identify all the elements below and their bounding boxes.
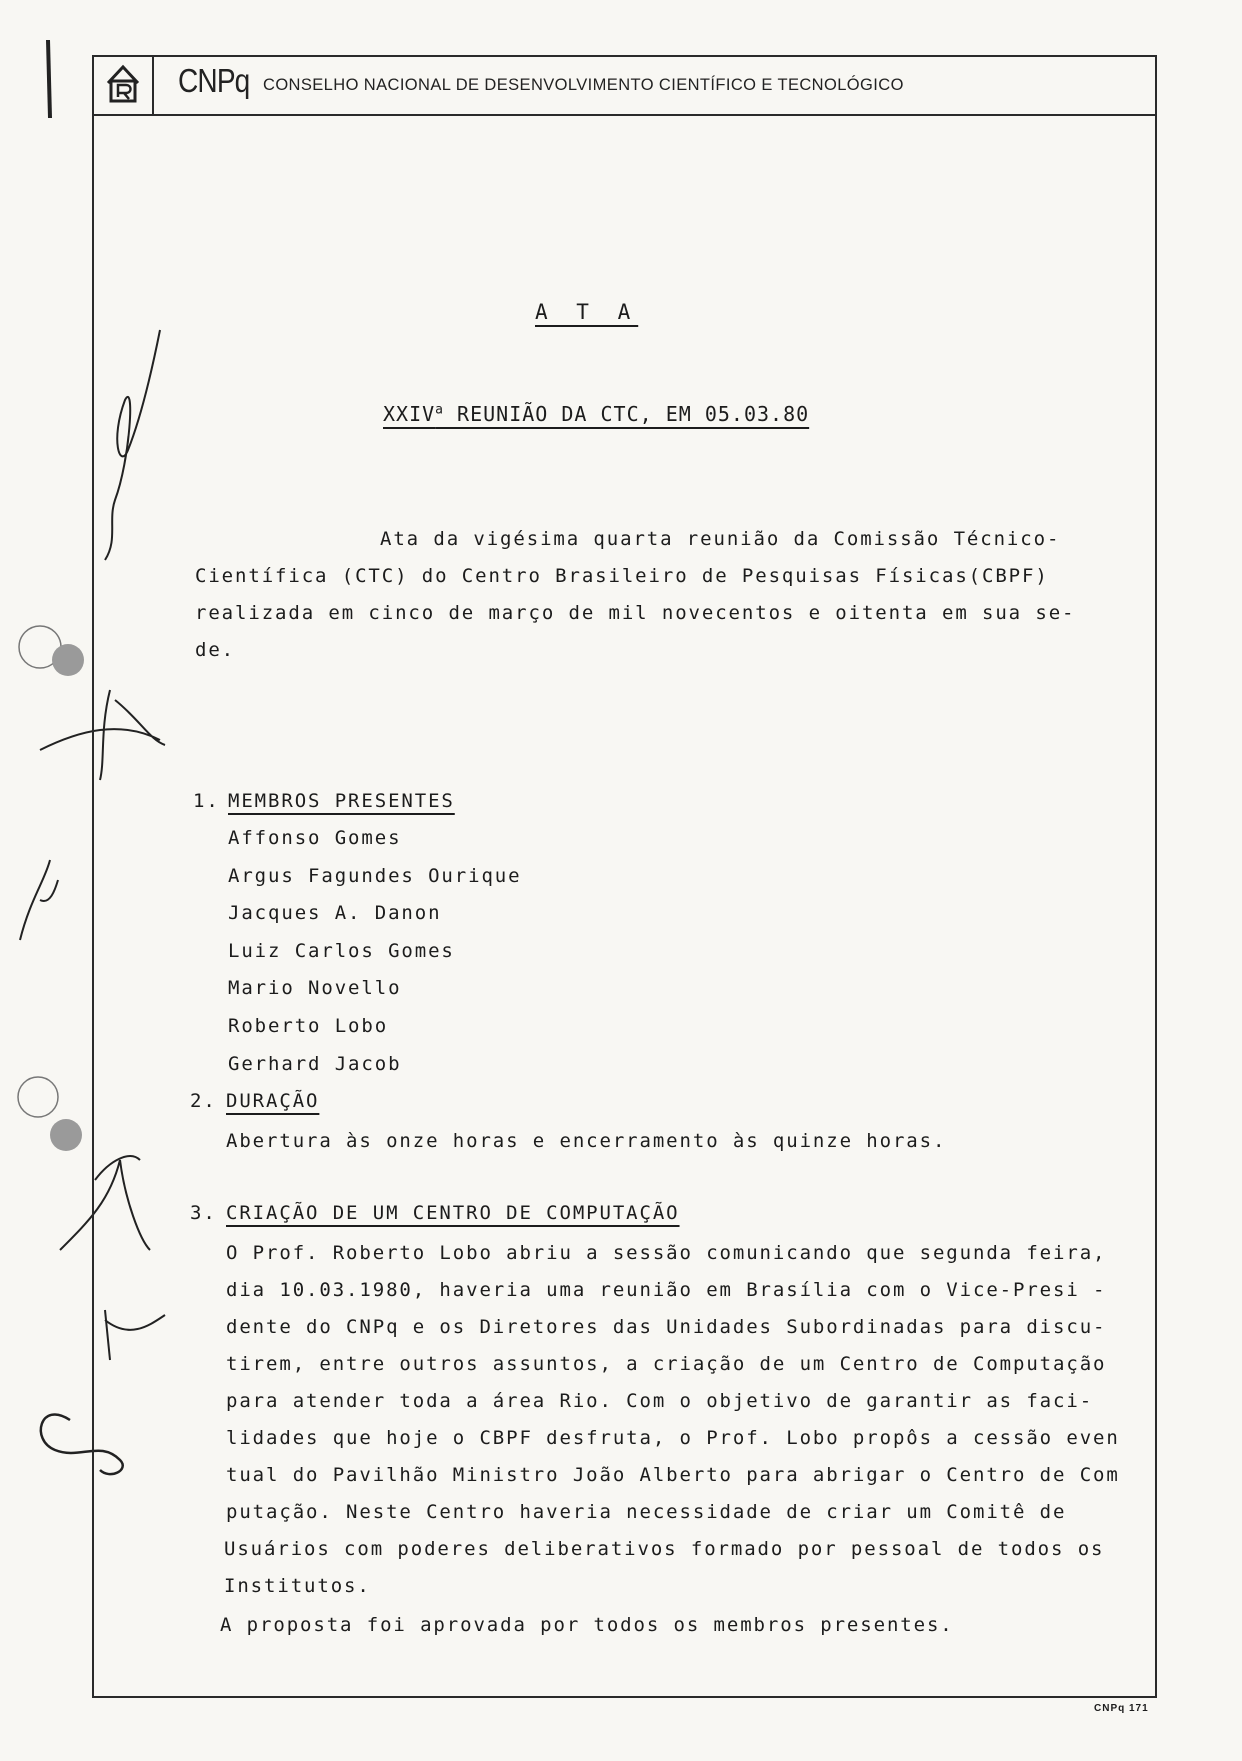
margin-stroke (48, 40, 50, 118)
paragraph-line: para atender toda a área Rio. Com o objetivo de garantir as faci- (226, 1390, 1094, 1412)
subtitle-rest: REUNIÃO DA CTC, EM 05.03.80 (444, 402, 810, 426)
intro-line: Científica (CTC) do Centro Brasileiro de Pesquisas Físicas(CBPF) (195, 565, 1049, 587)
member-name: Gerhard Jacob (228, 1053, 402, 1075)
section-heading-duracao: DURAÇÃO (226, 1090, 320, 1112)
paragraph-line: Institutos. (224, 1575, 371, 1597)
paragraph-line: tirem, entre outros assuntos, a criação de um Centro de Computação (226, 1353, 1107, 1375)
member-name: Argus Fagundes Ourique (228, 865, 522, 887)
emblem-icon (102, 63, 144, 105)
member-name: Jacques A. Danon (228, 902, 442, 924)
form-code: CNPq 171 (1094, 1703, 1149, 1714)
section-number: 1. (193, 790, 220, 812)
paragraph-line: dia 10.03.1980, haveria uma reunião em Brasília com o Vice-Presi - (226, 1279, 1107, 1301)
member-name: Mario Novello (228, 977, 402, 999)
header-divider (92, 114, 1157, 116)
cnpq-logo-text: CNPq (178, 62, 250, 99)
paragraph-line: lidades que hoje o CBPF desfruta, o Prof. Lobo propôs a cessão even (226, 1427, 1120, 1449)
paragraph-line: putação. Neste Centro haveria necessidade de criar um Comitê de (226, 1501, 1067, 1523)
member-name: Affonso Gomes (228, 827, 402, 849)
member-name: Roberto Lobo (228, 1015, 389, 1037)
paragraph-line: O Prof. Roberto Lobo abriu a sessão comunicando que segunda feira, (226, 1242, 1107, 1264)
document-title: A T A (535, 300, 639, 324)
paragraph-line: dente do CNPq e os Diretores das Unidades Subordinadas para discu- (226, 1316, 1107, 1338)
section-number: 2. (190, 1090, 217, 1112)
member-name: Luiz Carlos Gomes (228, 940, 455, 962)
section-heading-membros: MEMBROS PRESENTES (228, 790, 455, 812)
intro-line: Ata da vigésima quarta reunião da Comissão Técnico- (380, 528, 1061, 550)
paragraph-line: tual do Pavilhão Ministro João Alberto para abrigar o Centro de Com (226, 1464, 1120, 1486)
signature-initials-3 (20, 860, 58, 940)
section-number: 3. (190, 1202, 217, 1224)
paragraph-line: A proposta foi aprovada por todos os membros presentes. (220, 1614, 954, 1636)
paragraph-line: Usuários com poderes deliberativos formado por pessoal de todos os (224, 1538, 1105, 1560)
section-heading-computacao: CRIAÇÃO DE UM CENTRO DE COMPUTAÇÃO (226, 1202, 680, 1224)
punch-hole (52, 644, 84, 676)
subtitle-prefix: XXIV (383, 402, 436, 426)
subtitle-ordinal: a (435, 402, 444, 418)
agency-name: CONSELHO NACIONAL DE DESENVOLVIMENTO CIENTÍFICO E TECNOLÓGICO (263, 76, 904, 94)
intro-line: de. (195, 639, 236, 661)
duracao-text: Abertura às onze horas e encerramento às quinze horas. (226, 1130, 947, 1152)
punch-hole (50, 1119, 82, 1151)
meeting-subtitle (383, 402, 809, 426)
intro-line: realizada em cinco de março de mil novecentos e oitenta em sua se- (195, 602, 1076, 624)
punch-hole-outline (18, 1077, 58, 1117)
cnpq-emblem (92, 55, 154, 114)
